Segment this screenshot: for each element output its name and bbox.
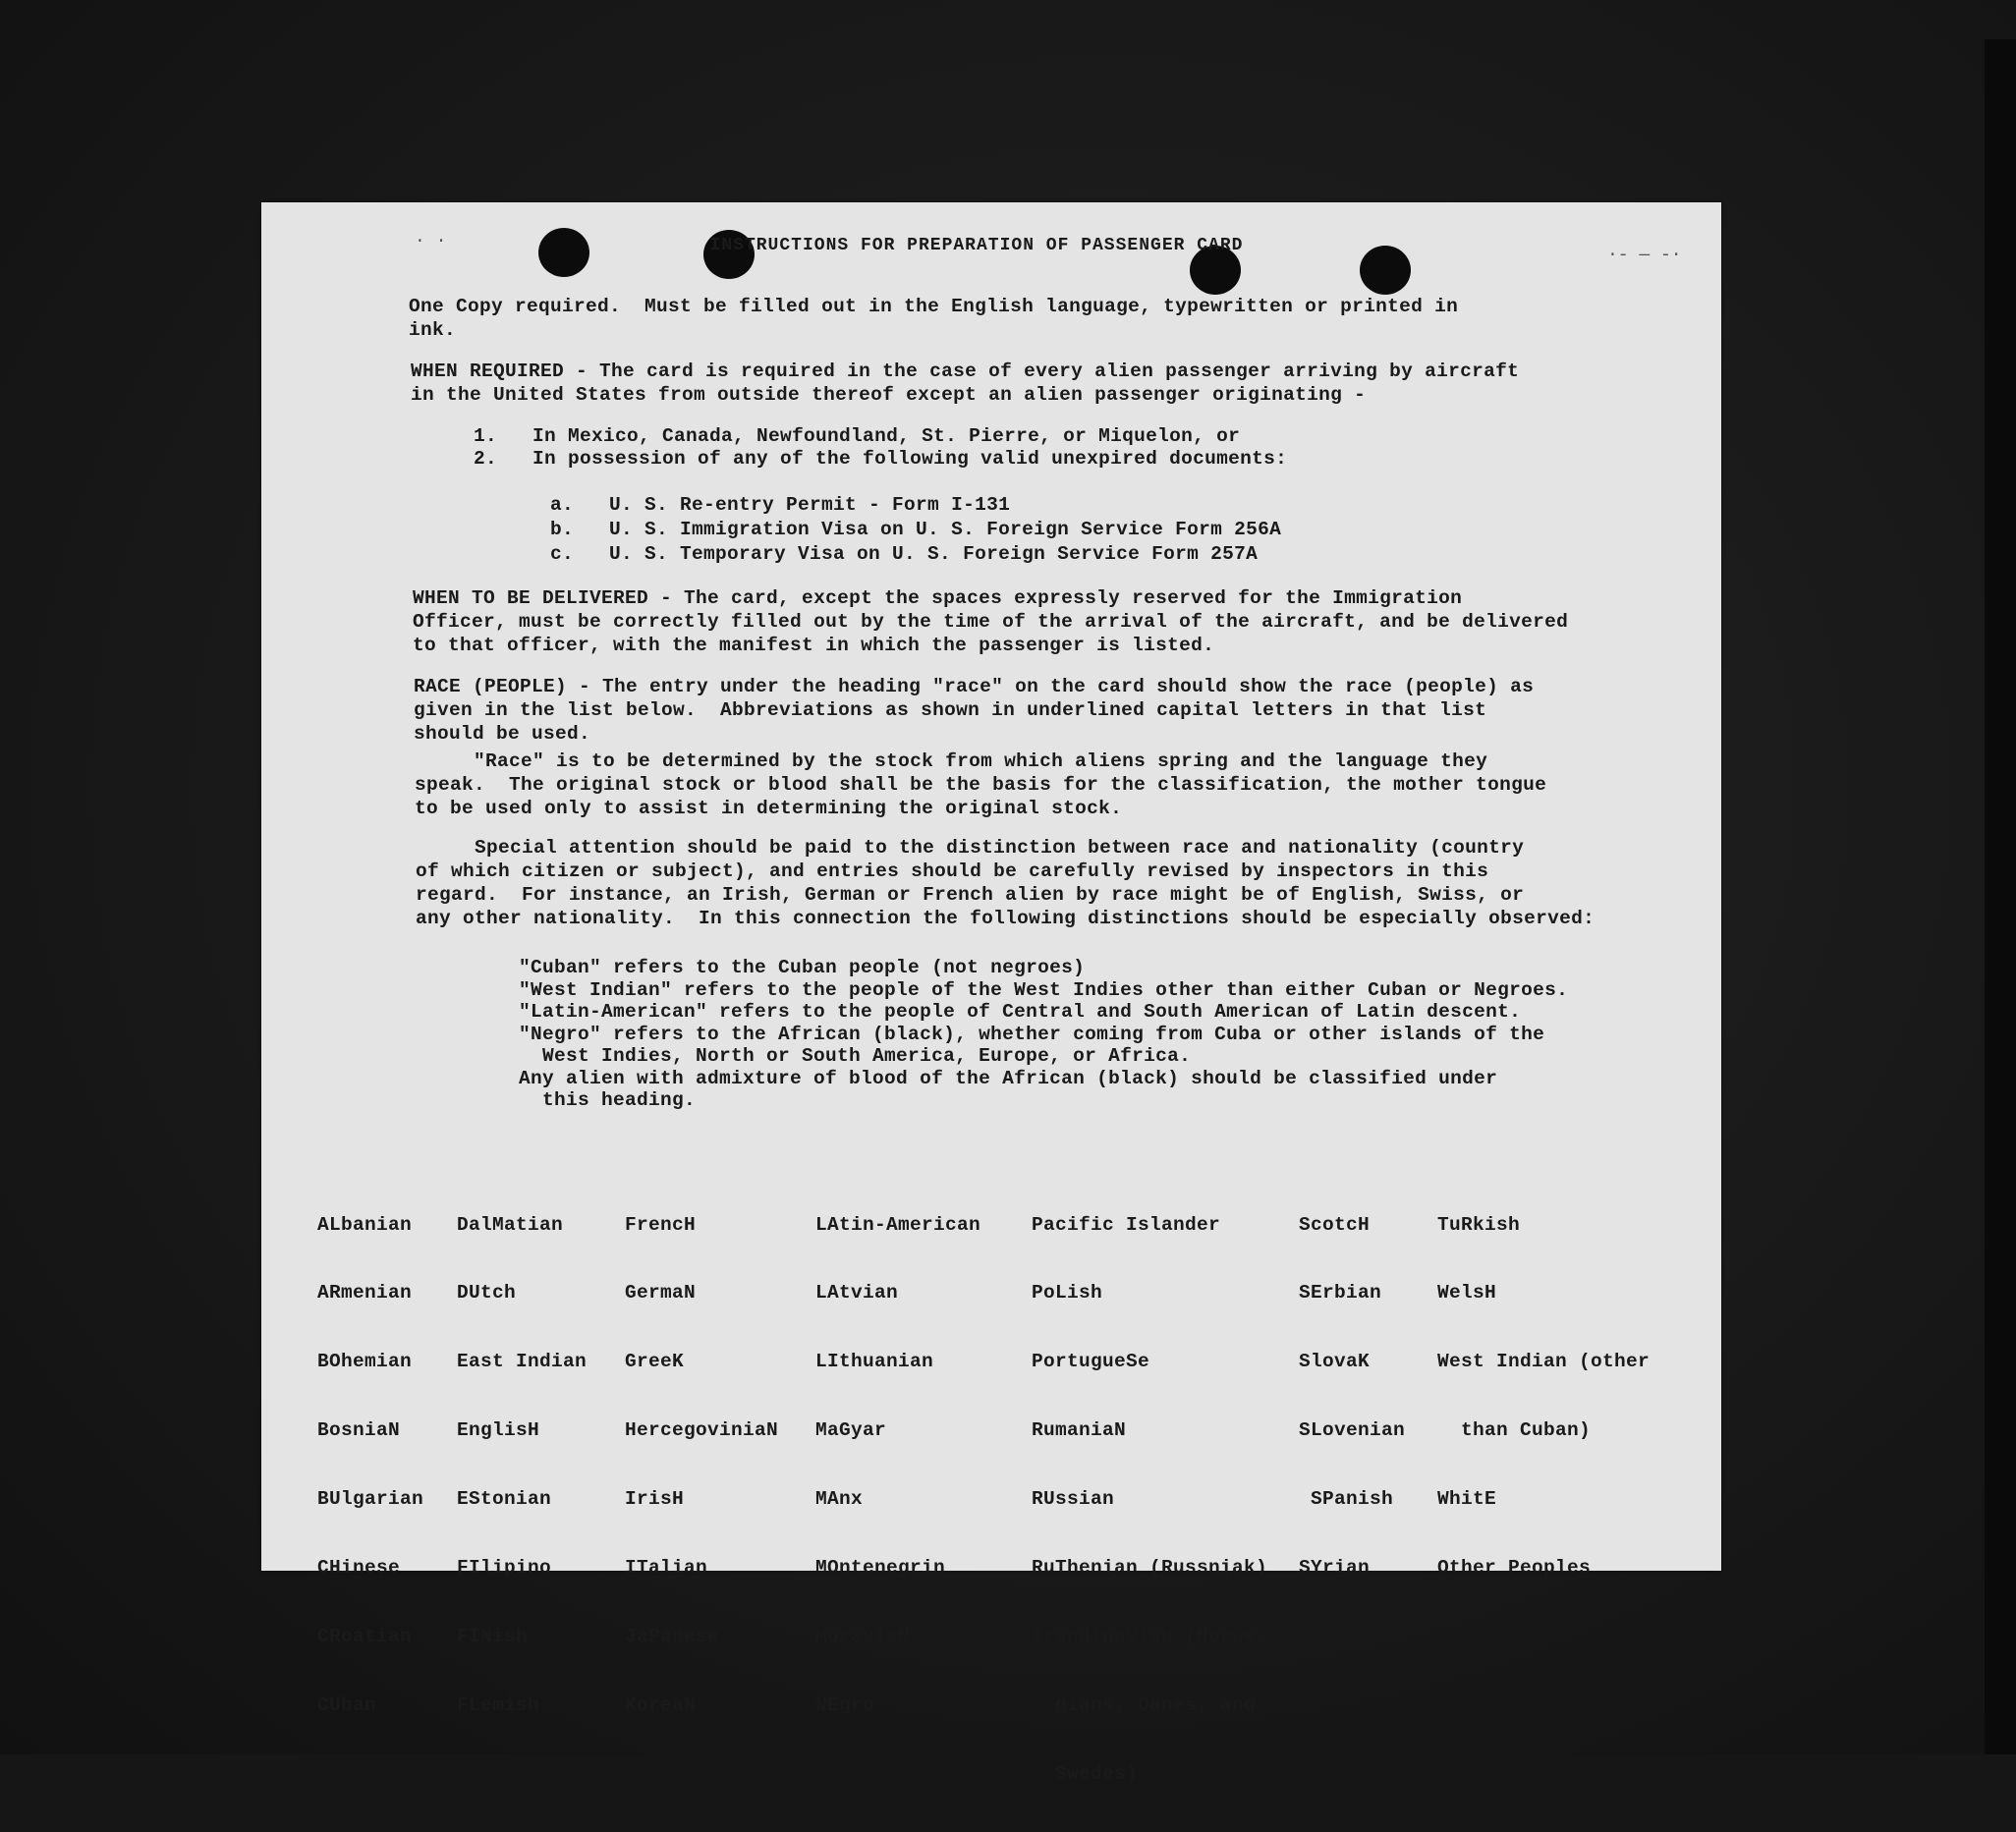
lettered-item: a. U. S. Re-entry Permit - Form I-131 bbox=[550, 494, 1011, 516]
race-entry: GreeK bbox=[625, 1351, 685, 1373]
race-column bbox=[815, 1168, 980, 1763]
race-entry: SErbian bbox=[1299, 1282, 1382, 1305]
race-entry: DUtch bbox=[457, 1282, 517, 1305]
race-entry: LIthuanian bbox=[815, 1351, 934, 1373]
race-entry: EStonian bbox=[457, 1488, 552, 1511]
numbered-item: 1. In Mexico, Canada, Newfoundland, St. Pierre, or Miquelon, or bbox=[474, 425, 1241, 447]
race-entry: ITalian bbox=[625, 1557, 708, 1580]
race-entry: MoraviaN bbox=[815, 1625, 911, 1647]
race-entry: MaGyar bbox=[815, 1419, 887, 1442]
race-entry: West Indian (other bbox=[1437, 1351, 1651, 1373]
race-entry: SLovenian bbox=[1299, 1419, 1406, 1442]
race-entry: EnglisH bbox=[457, 1419, 540, 1442]
race-entry: Swedes) bbox=[1032, 1762, 1139, 1785]
race-entry: CUban bbox=[317, 1693, 377, 1716]
punch-hole bbox=[538, 228, 589, 277]
race-entry: LAtvian bbox=[815, 1282, 899, 1305]
race-entry: SPanish bbox=[1299, 1488, 1394, 1511]
race-column bbox=[457, 1168, 587, 1763]
race-entry: than Cuban) bbox=[1437, 1419, 1592, 1442]
when-required-paragraph: WHEN REQUIRED - The card is required in the case of every alien passenger arriving by aircraft in the United States from outside thereof except an alien passenger originating - bbox=[411, 361, 1520, 406]
race-entry: PoLish bbox=[1032, 1282, 1103, 1305]
race-entry: East Indian bbox=[457, 1351, 588, 1373]
race-column bbox=[1437, 1168, 1650, 1626]
race-entry: DalMatian bbox=[457, 1213, 564, 1236]
page-title: INSTRUCTIONS FOR PREPARATION OF PASSENGER CARD bbox=[709, 236, 1244, 255]
race-entry: CRoatian bbox=[317, 1625, 413, 1647]
race-column bbox=[625, 1168, 778, 1763]
race-column bbox=[1299, 1168, 1405, 1626]
race-entry: TuRkish bbox=[1437, 1213, 1521, 1236]
scan-mark: ·- — -· bbox=[1607, 246, 1682, 265]
numbered-item: 2. In possession of any of the following valid unexpired documents: bbox=[474, 448, 1288, 470]
race-entry: RUssian bbox=[1032, 1488, 1115, 1511]
race-entry: RuThenian (Russniak) bbox=[1032, 1557, 1268, 1580]
lettered-item: b. U. S. Immigration Visa on U. S. Foreign Service Form 256A bbox=[550, 519, 1282, 540]
race-entry: HercegoviniaN bbox=[625, 1419, 779, 1442]
when-delivered-paragraph: WHEN TO BE DELIVERED - The card, except the spaces expressly reserved for the Immigration Officer, must be correctly filled out by the time of the arrival of the aircraft, and be delivered to that officer, with the manifest in which the passenger is listed. bbox=[413, 587, 1569, 656]
race-entry: ARmenian bbox=[317, 1282, 413, 1305]
race-entry: PortugueSe bbox=[1032, 1351, 1150, 1373]
race-column bbox=[1032, 1168, 1267, 1832]
race-entry: ScandinaviaN (Norwe- bbox=[1032, 1625, 1268, 1647]
race-entry: GermaN bbox=[625, 1282, 697, 1305]
race-people-paragraph: RACE (PEOPLE) - The entry under the heading "race" on the card should show the race (people) as given in the list below. Abbreviations as shown in underlined capital letters in that list should be used. bbox=[414, 676, 1535, 745]
scan-edge bbox=[1985, 39, 2016, 1754]
race-entry: MOntenegrin bbox=[815, 1557, 946, 1580]
race-determined-paragraph: "Race" is to be determined by the stock from which aliens spring and the language they speak. The original stock or blood shall be the basis for the classification, the mother tongue to be used only to assist in determining the original stock. bbox=[415, 750, 1547, 819]
race-entry: LAtin-American bbox=[815, 1213, 981, 1236]
race-entry: gians, Danes, and bbox=[1032, 1693, 1257, 1716]
race-entry: FLemish bbox=[457, 1693, 540, 1716]
race-entry: BOhemian bbox=[317, 1351, 413, 1373]
race-entry: WhitE bbox=[1437, 1488, 1497, 1511]
race-entry: FrencH bbox=[625, 1213, 697, 1236]
scan-mark: · · bbox=[415, 232, 447, 251]
race-entry: BosniaN bbox=[317, 1419, 401, 1442]
race-entry: CHinese bbox=[317, 1557, 401, 1580]
punch-hole bbox=[1360, 246, 1411, 295]
race-entry: BUlgarian bbox=[317, 1488, 424, 1511]
race-entry: Other Peoples bbox=[1437, 1557, 1592, 1580]
race-entry: Pacific Islander bbox=[1032, 1213, 1221, 1236]
race-entry: SYrian bbox=[1299, 1557, 1371, 1580]
race-entry: ScotcH bbox=[1299, 1213, 1371, 1236]
intro-paragraph: One Copy required. Must be filled out in the English language, typewritten or printed in ink. bbox=[409, 296, 1459, 341]
race-entry: NEgro bbox=[815, 1693, 875, 1716]
race-entry: KoreaN bbox=[625, 1693, 697, 1716]
race-entry: FIlipino bbox=[457, 1557, 552, 1580]
race-entry: ALbanian bbox=[317, 1213, 413, 1236]
race-entry: JaPanese bbox=[625, 1625, 720, 1647]
race-entry: FINish bbox=[457, 1625, 529, 1647]
race-entry: IrisH bbox=[625, 1488, 685, 1511]
race-entry: RumaniaN bbox=[1032, 1419, 1127, 1442]
special-attention-paragraph: Special attention should be paid to the distinction between race and nationality (country of which citizen or subject), and entries should be carefully revised by inspectors in this regard. For instance, an Irish, German or French alien by race might be of English, Swiss, or any other nationality. In this connection the following distinctions should be especially observed: bbox=[416, 837, 1596, 929]
race-column bbox=[317, 1168, 423, 1763]
race-entry: MAnx bbox=[815, 1488, 864, 1511]
distinctions-list: "Cuban" refers to the Cuban people (not negroes) "West Indian" refers to the people of the West Indies other than either Cuban or Negroes. "Latin-American" refers to the people of Central and South American of Latin descent. "Negro" refers to the African (black), whether coming from Cuba or other islands of the West Indies, North or South America, Europe, or Africa. Any alien with admixture of blood of the African (black) should be classified under this heading. bbox=[519, 957, 1569, 1111]
race-entry: WelsH bbox=[1437, 1282, 1497, 1305]
race-entry: SlovaK bbox=[1299, 1351, 1371, 1373]
lettered-item: c. U. S. Temporary Visa on U. S. Foreign Service Form 257A bbox=[550, 543, 1259, 565]
document-page bbox=[261, 202, 1721, 1785]
